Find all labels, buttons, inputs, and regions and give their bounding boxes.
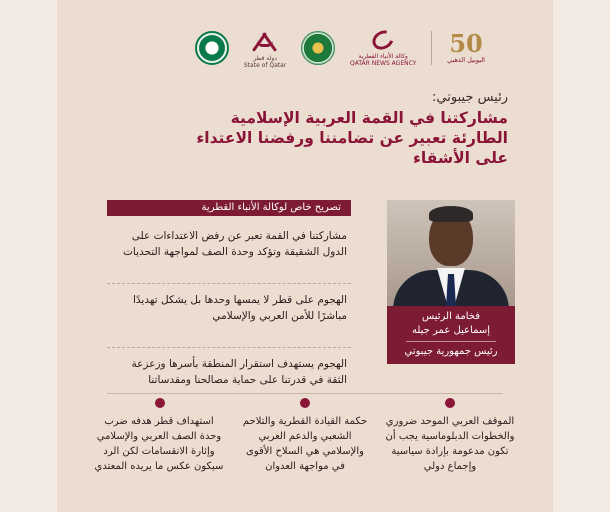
quotes-list: [107, 228, 351, 420]
qatar-caption-en: State of Qatar: [243, 62, 287, 69]
arab-league-logo: [301, 31, 335, 65]
subhead: رئيس جيبوتي:: [432, 90, 508, 105]
timeline-line: [107, 393, 503, 394]
statement-banner: تصريح خاص لوكالة الأنباء القطرية: [107, 200, 351, 216]
quote-item: الهجوم على قطر لا يمسها وحدها بل يشكل تهديدًا مباشرًا للأمن العربي والإسلامي: [107, 292, 351, 348]
golden-jubilee-logo: [447, 29, 485, 64]
qna-caption-en: QATAR NEWS AGENCY: [350, 60, 417, 67]
quote-item: الهجوم يستهدف استقرار المنطقة بأسرها وزعزعة الثقة في قدرتنا على حماية مصالحنا ومقدساتنا: [131, 358, 347, 386]
anniversary-caption: اليوبيل الذهبي: [447, 56, 485, 64]
namecard-divider: [406, 341, 496, 342]
arab-league-seal-icon: [301, 31, 335, 65]
quote-item: مشاركتنا في القمة تعبر عن رفض الاعتداءات على الدول الشقيقة وتؤكد وحدة الصف لمواجهة التحديات: [107, 228, 351, 284]
president-namecard: [387, 306, 515, 364]
oic-logo: [195, 31, 229, 65]
point-column-2: حكمة القيادة القطرية والتلاحم الشعبي والدعم العربي والإسلامي هي السلاح الأقوى في مواجهة العدوان: [242, 416, 368, 472]
president-role: رئيس جمهورية جيبوتي: [404, 346, 498, 357]
infographic-card: [57, 0, 553, 512]
logos-row: [195, 24, 485, 72]
anniversary-number: 50: [449, 29, 483, 58]
timeline-dot-icon: [445, 398, 455, 408]
president-title: فخامة الرئيس: [421, 311, 481, 322]
qna-caption-ar: وكالة الأنباء القطرية: [358, 53, 408, 60]
timeline-dot-icon: [300, 398, 310, 408]
president-portrait: [387, 200, 515, 306]
point-column-3: استهداف قطر هدفه ضرب وحدة الصف العربي والإسلامي وإثارة الانقسامات لكن الرد سيكون عكس ما يريده المعتدي: [94, 416, 224, 472]
logo-divider: [431, 31, 432, 65]
oic-seal-icon: [195, 31, 229, 65]
qna-mark-icon: [368, 29, 398, 53]
point-column-1: الموقف العربي الموحد ضروري والخطوات الدبلوماسية يجب أن تكون مدعومة بإرادة سياسية وإجماع دولي: [385, 416, 515, 472]
state-of-qatar-logo: [244, 27, 286, 69]
qna-logo: [350, 29, 416, 67]
president-name: إسماعيل عمر جيله: [411, 325, 491, 336]
timeline-dot-icon: [155, 398, 165, 408]
qatar-emblem-icon: [252, 27, 278, 55]
qatar-caption-ar: دولة قطر: [253, 55, 277, 62]
headline: مشاركتنا في القمة العربية الإسلامية الطارئة تعبير عن تضامننا ورفضنا الاعتداء على الأشقاء: [196, 109, 508, 167]
